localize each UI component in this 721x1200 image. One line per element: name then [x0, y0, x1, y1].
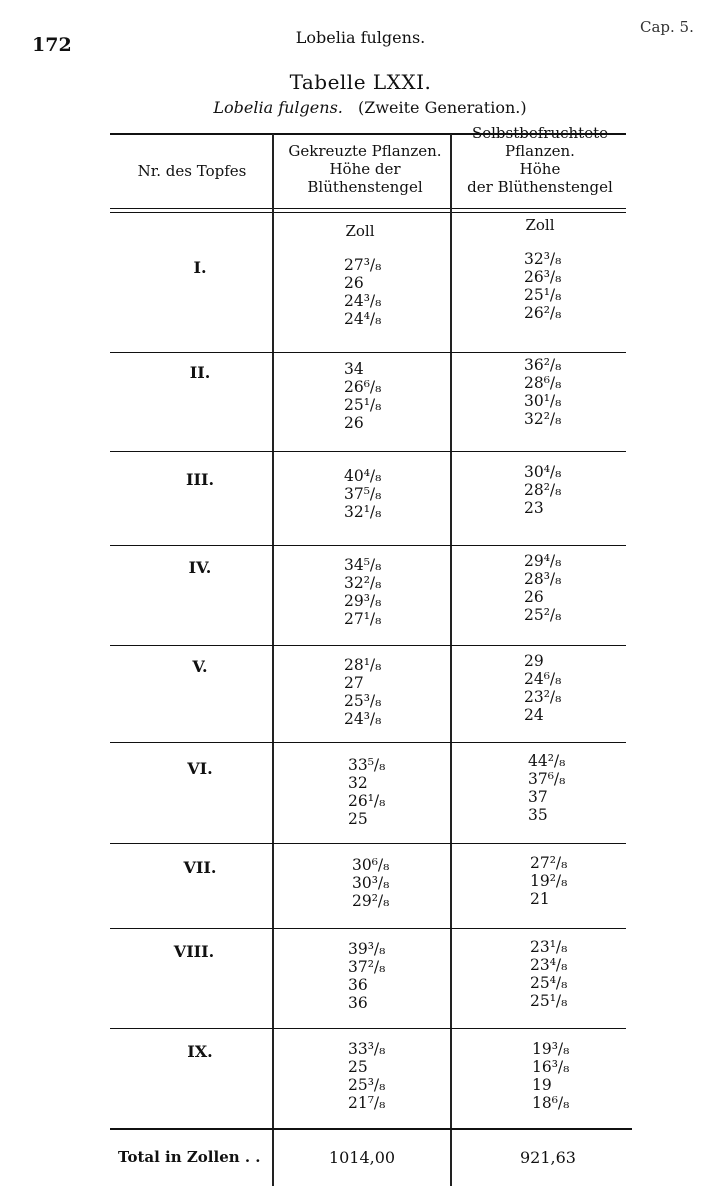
running-head: Lobelia fulgens.	[295, 28, 426, 47]
selfed-value: 25¹/₈	[524, 286, 562, 304]
group-separator	[110, 451, 626, 452]
selfed-value: 30⁴/₈	[524, 463, 562, 481]
crossed-value: 25	[348, 1058, 368, 1076]
selfed-value: 32²/₈	[524, 410, 562, 428]
selfed-value: 23²/₈	[524, 688, 562, 706]
group-separator	[110, 1028, 626, 1029]
unit-crossed: Zoll	[345, 222, 375, 240]
crossed-value: 26	[344, 274, 364, 292]
pot-number: VII.	[183, 858, 217, 877]
crossed-value: 21⁷/₈	[348, 1094, 386, 1112]
total-selfed: 921,63	[520, 1148, 576, 1167]
selfed-values	[524, 356, 561, 428]
crossed-values	[344, 256, 381, 328]
crossed-value: 27¹/₈	[344, 610, 382, 628]
selfed-value: 19	[532, 1076, 552, 1094]
selfed-value: 23¹/₈	[530, 938, 568, 956]
crossed-value: 24³/₈	[344, 710, 382, 728]
selfed-values	[524, 250, 561, 322]
crossed-value: 26⁶/₈	[344, 378, 382, 396]
crossed-value: 36	[348, 976, 368, 994]
crossed-value: 27³/₈	[344, 256, 382, 274]
crossed-value: 29²/₈	[352, 892, 390, 910]
crossed-value: 26	[344, 414, 364, 432]
header-crossed	[275, 142, 455, 196]
pot-number: VI.	[187, 759, 213, 778]
pot-number: VIII.	[173, 942, 215, 961]
crossed-value: 36	[348, 994, 368, 1012]
group-separator	[110, 742, 626, 743]
selfed-value: 19³/₈	[532, 1040, 570, 1058]
crossed-values	[344, 360, 381, 432]
table-title: Tabelle LXXI.	[289, 70, 432, 94]
crossed-values	[348, 1040, 385, 1112]
crossed-value: 25	[348, 810, 368, 828]
selfed-value: 37⁶/₈	[528, 770, 566, 788]
crossed-value: 32²/₈	[344, 574, 382, 592]
subtitle-species: Lobelia fulgens.	[213, 98, 343, 117]
header-selfed-line1: Selbstbefruchtete	[471, 124, 608, 142]
crossed-value: 33⁵/₈	[348, 756, 386, 774]
selfed-value: 36²/₈	[524, 356, 562, 374]
header-selfed-line4: der Blüthenstengel	[467, 178, 613, 196]
header-pot-text: Nr. des Topfes	[137, 162, 247, 180]
pot-number: V.	[192, 657, 208, 676]
crossed-value: 25¹/₈	[344, 396, 382, 414]
selfed-value: 32³/₈	[524, 250, 562, 268]
total-crossed: 1014,00	[328, 1148, 396, 1167]
crossed-value: 34	[344, 360, 364, 378]
selfed-values	[524, 552, 561, 624]
selfed-value: 44²/₈	[528, 752, 566, 770]
page-number: 172	[32, 34, 72, 56]
group-separator	[110, 545, 626, 546]
header-pot	[112, 162, 272, 180]
crossed-values	[344, 556, 381, 628]
crossed-values	[348, 940, 385, 1012]
crossed-value: 26¹/₈	[348, 792, 386, 810]
crossed-value: 24³/₈	[344, 292, 382, 310]
unit-selfed: Zoll	[525, 216, 555, 234]
crossed-value: 34⁵/₈	[344, 556, 382, 574]
selfed-value: 29⁴/₈	[524, 552, 562, 570]
header-crossed-line1: Gekreuzte Pflanzen.	[288, 142, 442, 160]
table-subtitle	[160, 98, 580, 117]
selfed-values	[532, 1040, 569, 1112]
selfed-value: 30¹/₈	[524, 392, 562, 410]
header-bottom-rule-1	[110, 208, 626, 209]
selfed-value: 26³/₈	[524, 268, 562, 286]
selfed-value: 27²/₈	[530, 854, 568, 872]
chapter-reference: Cap. 5.	[640, 18, 694, 36]
crossed-value: 30³/₈	[352, 874, 390, 892]
selfed-value: 23	[524, 499, 544, 517]
selfed-value: 35	[528, 806, 548, 824]
selfed-value: 21	[530, 890, 550, 908]
crossed-value: 24⁴/₈	[344, 310, 382, 328]
selfed-value: 25¹/₈	[530, 992, 568, 1010]
selfed-values	[530, 854, 567, 908]
total-top-rule	[110, 1128, 632, 1130]
crossed-value: 29³/₈	[344, 592, 382, 610]
pot-number: I.	[193, 258, 207, 277]
group-separator	[110, 352, 626, 353]
selfed-value: 28²/₈	[524, 481, 562, 499]
selfed-value: 28⁶/₈	[524, 374, 562, 392]
crossed-value: 39³/₈	[348, 940, 386, 958]
selfed-value: 25²/₈	[524, 606, 562, 624]
selfed-value: 28³/₈	[524, 570, 562, 588]
selfed-values	[524, 652, 561, 724]
crossed-value: 33³/₈	[348, 1040, 386, 1058]
selfed-value: 23⁴/₈	[530, 956, 568, 974]
crossed-value: 25³/₈	[348, 1076, 386, 1094]
pot-number: IX.	[187, 1042, 213, 1061]
selfed-value: 29	[524, 652, 544, 670]
crossed-value: 40⁴/₈	[344, 467, 382, 485]
header-selfed-line2: Pflanzen.	[505, 142, 575, 160]
crossed-value: 37⁵/₈	[344, 485, 382, 503]
selfed-value: 18⁶/₈	[532, 1094, 570, 1112]
selfed-values	[524, 463, 561, 517]
total-label: Total in Zollen . .	[118, 1148, 261, 1166]
header-crossed-line2: Höhe der	[329, 160, 401, 178]
crossed-value: 30⁶/₈	[352, 856, 390, 874]
selfed-value: 25⁴/₈	[530, 974, 568, 992]
selfed-value: 37	[528, 788, 548, 806]
selfed-values	[528, 752, 565, 824]
header-selfed-line3: Höhe	[519, 160, 561, 178]
selfed-value: 19²/₈	[530, 872, 568, 890]
selfed-value: 16³/₈	[532, 1058, 570, 1076]
crossed-value: 25³/₈	[344, 692, 382, 710]
crossed-values	[344, 656, 381, 728]
group-separator	[110, 928, 626, 929]
selfed-value: 24	[524, 706, 544, 724]
crossed-value: 37²/₈	[348, 958, 386, 976]
crossed-value: 28¹/₈	[344, 656, 382, 674]
crossed-value: 32¹/₈	[344, 503, 382, 521]
group-separator	[110, 645, 626, 646]
pot-number: II.	[189, 363, 211, 382]
selfed-value: 26²/₈	[524, 304, 562, 322]
pot-number: IV.	[188, 558, 212, 577]
crossed-value: 27	[344, 674, 364, 692]
subtitle-generation: (Zweite Generation.)	[357, 98, 527, 117]
pot-number: III.	[185, 470, 215, 489]
header-crossed-line3: Blüthenstengel	[307, 178, 423, 196]
selfed-values	[530, 938, 567, 1010]
crossed-values	[352, 856, 389, 910]
header-bottom-rule-2	[110, 212, 626, 213]
selfed-value: 24⁶/₈	[524, 670, 562, 688]
crossed-values	[348, 756, 385, 828]
selfed-value: 26	[524, 588, 544, 606]
group-separator	[110, 843, 626, 844]
crossed-value: 32	[348, 774, 368, 792]
header-selfed	[450, 124, 630, 196]
crossed-values	[344, 467, 381, 521]
